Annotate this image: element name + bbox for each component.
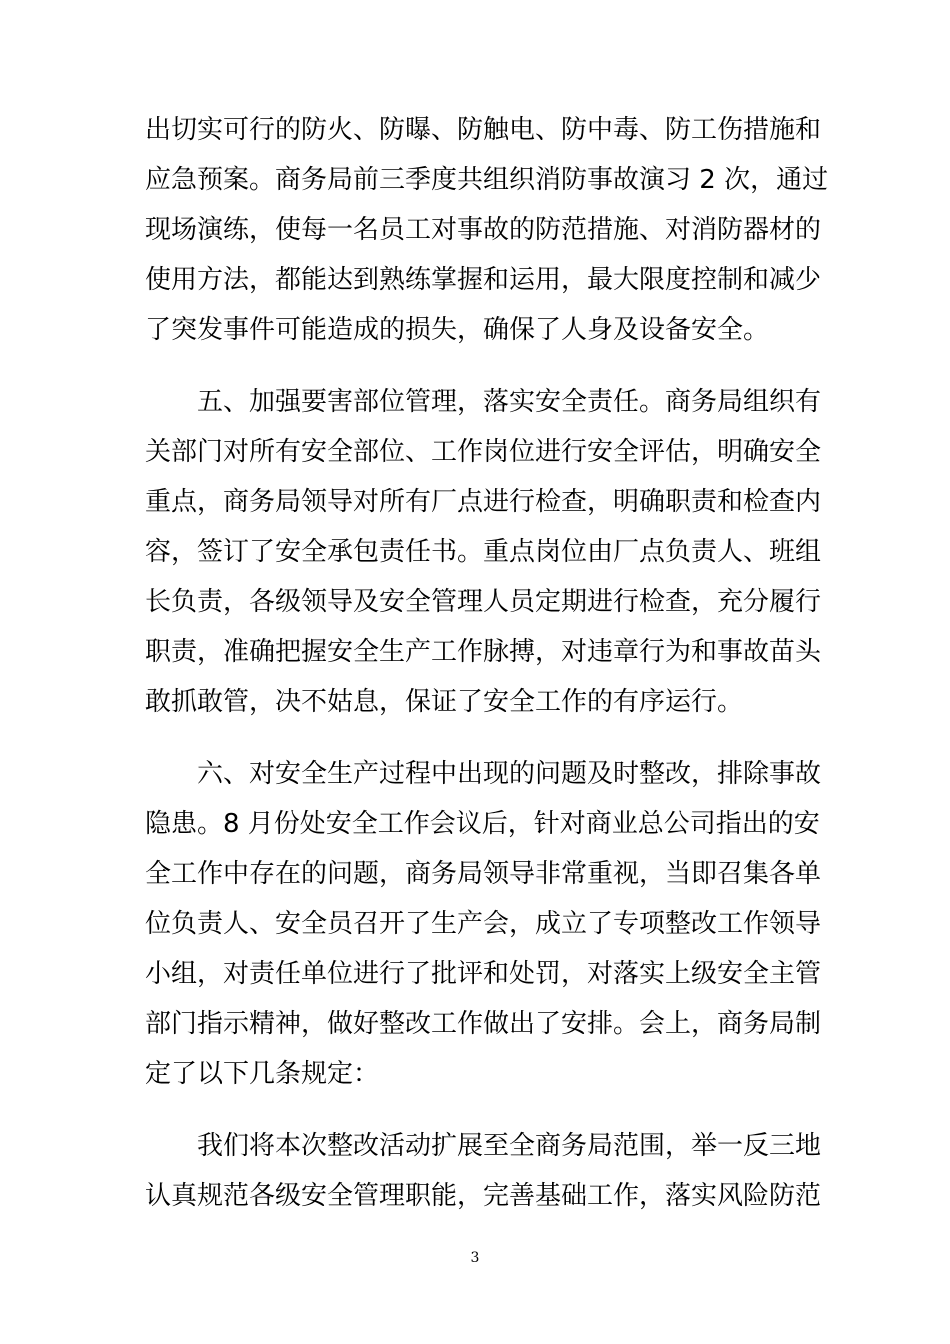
text-line: 了突发事件可能造成的损失，确保了人身及设备安全。 (145, 315, 770, 345)
text-line: 定了以下几条规定： (145, 1059, 380, 1089)
text-line: 六、对安全生产过程中出现的问题及时整改，排除事故 (197, 759, 822, 789)
text-line: 部门指示精神，做好整改工作做出了安排。会上，商务局制 (145, 1009, 822, 1039)
text-line: 隐患。8 月份处安全工作会议后，针对商业总公司指出的安 (145, 809, 820, 839)
text-line: 应急预案。商务局前三季度共组织消防事故演习 2 次，通过 (145, 165, 829, 195)
text-line: 职责，准确把握安全生产工作脉搏，对违章行为和事故苗头 (145, 637, 822, 667)
page-number: 3 (470, 1250, 480, 1266)
text-line: 关部门对所有安全部位、工作岗位进行安全评估，明确安全 (145, 437, 822, 467)
text-line: 小组，对责任单位进行了批评和处罚，对落实上级安全主管 (145, 959, 822, 989)
text-line: 使用方法，都能达到熟练掌握和运用，最大限度控制和减少 (145, 265, 822, 295)
text-line: 全工作中存在的问题，商务局领导非常重视，当即召集各单 (145, 859, 822, 889)
text-line: 重点，商务局领导对所有厂点进行检查，明确职责和检查内 (145, 487, 822, 517)
text-line: 现场演练，使每一名员工对事故的防范措施、对消防器材的 (145, 215, 822, 245)
text-line: 长负责，各级领导及安全管理人员定期进行检查，充分履行 (145, 587, 822, 617)
text-line: 敢抓敢管，决不姑息，保证了安全工作的有序运行。 (145, 687, 744, 717)
text-line: 容，签订了安全承包责任书。重点岗位由厂点负责人、班组 (145, 537, 822, 567)
text-line: 位负责人、安全员召开了生产会，成立了专项整改工作领导 (145, 909, 822, 939)
text-line: 认真规范各级安全管理职能，完善基础工作，落实风险防范 (145, 1181, 822, 1211)
text-line: 我们将本次整改活动扩展至全商务局范围，举一反三地 (197, 1131, 822, 1161)
text-line: 出切实可行的防火、防曝、防触电、防中毒、防工伤措施和 (145, 115, 822, 145)
text-line: 五、加强要害部位管理，落实安全责任。商务局组织有 (197, 387, 822, 417)
